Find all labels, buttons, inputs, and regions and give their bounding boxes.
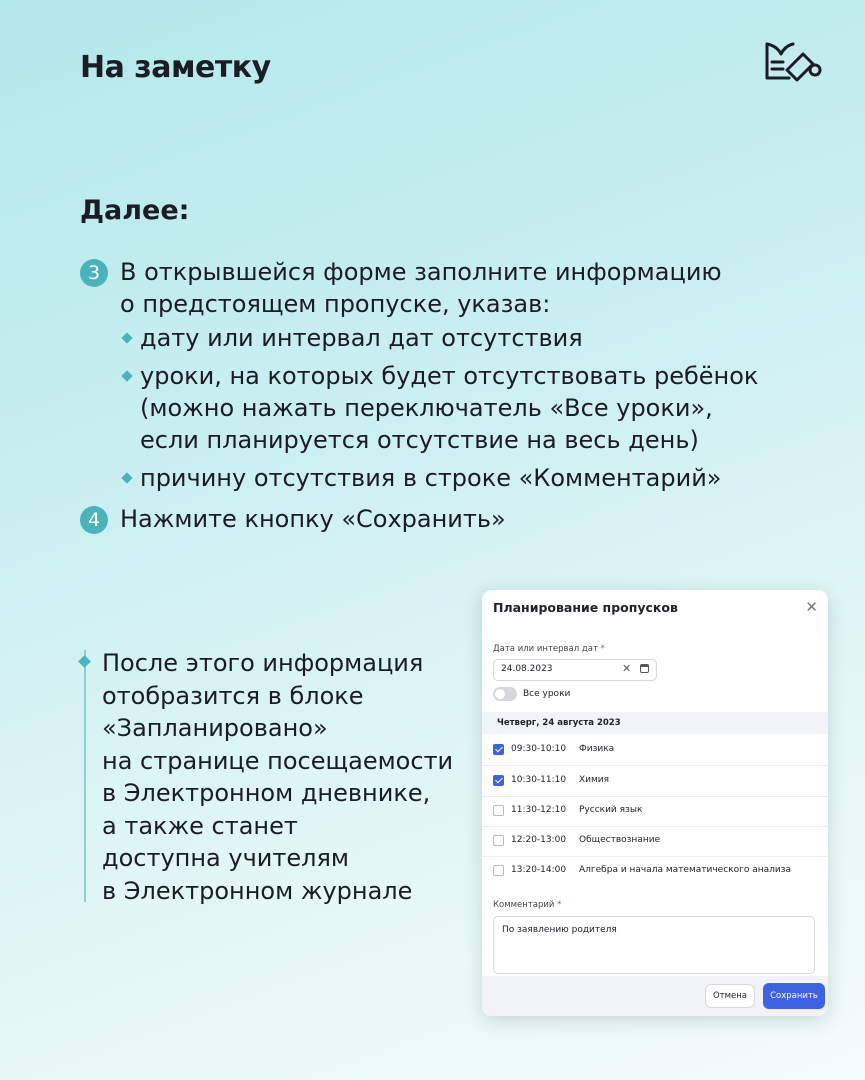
step-number: 3 xyxy=(80,259,108,287)
bullet-item: дату или интервал дат отсутствия xyxy=(120,322,758,354)
step-number: 4 xyxy=(80,506,108,534)
absence-planning-dialog xyxy=(482,590,828,1016)
dialog-footer xyxy=(482,976,828,1016)
lesson-subject: Физика xyxy=(579,744,615,754)
all-lessons-toggle[interactable] xyxy=(493,687,517,701)
lesson-checkbox[interactable] xyxy=(493,865,504,876)
close-icon[interactable]: ✕ xyxy=(805,598,818,616)
page-title: На заметку xyxy=(80,50,271,85)
lesson-time: 13:20-14:00 xyxy=(511,865,567,875)
lesson-row[interactable] xyxy=(482,856,828,886)
lesson-subject: Алгебра и начала математического анализа xyxy=(579,865,792,875)
save-button[interactable]: Сохранить xyxy=(763,983,825,1009)
bullet-continuation: если планируется отсутствие на весь день) xyxy=(140,426,699,454)
lesson-row[interactable] xyxy=(482,826,828,857)
lesson-checkbox[interactable] xyxy=(493,805,504,816)
note-block xyxy=(84,649,466,905)
lesson-checkbox[interactable] xyxy=(493,744,504,755)
lesson-row[interactable] xyxy=(482,735,828,766)
step-text-line: о предстоящем пропуске, указав: xyxy=(120,290,551,318)
day-header xyxy=(482,712,828,734)
bullet-item xyxy=(120,360,758,392)
journal-pen-logo-icon xyxy=(763,40,823,82)
bullet-text: уроки, на которых будет отсутствовать ребёнок xyxy=(140,362,759,390)
bullet-continuation: (можно нажать переключатель «Все уроки», xyxy=(140,394,713,422)
bullet-item: причину отсутствия в строке «Комментарий» xyxy=(120,462,758,494)
note-text: После этого информация отобразится в блоке «Запланировано» на странице посещаемости в Электронном дневнике, а также станет доступна учителям в Электронном журнале xyxy=(102,649,454,905)
day-header-text: Четверг, 24 августа 2023 xyxy=(497,718,621,728)
lesson-time: 11:30-12:10 xyxy=(511,805,567,815)
lesson-checkbox[interactable] xyxy=(493,775,504,786)
lesson-subject: Русский язык xyxy=(579,805,643,815)
lesson-row[interactable] xyxy=(482,796,828,827)
diamond-icon xyxy=(78,655,91,668)
lesson-time: 10:30-11:10 xyxy=(511,775,567,785)
clear-icon[interactable]: ✕ xyxy=(622,662,632,675)
lesson-row[interactable] xyxy=(482,766,828,797)
lesson-time: 09:30-10:10 xyxy=(511,744,567,754)
calendar-icon[interactable] xyxy=(640,664,649,673)
lesson-checkbox[interactable] xyxy=(493,835,504,846)
all-lessons-label: Все уроки xyxy=(523,689,571,699)
lesson-time: 12:20-13:00 xyxy=(511,835,567,845)
section-heading: Далее: xyxy=(80,195,190,226)
lesson-subject: Химия xyxy=(579,775,610,785)
comment-label: Комментарий * xyxy=(493,900,562,910)
date-input[interactable] xyxy=(493,659,657,681)
dialog-title: Планирование пропусков xyxy=(493,600,678,615)
step-text-line: В открывшейся форме заполните информацию xyxy=(120,258,722,286)
cancel-button[interactable]: Отмена xyxy=(705,984,755,1008)
step-3-bullets xyxy=(120,322,758,500)
date-label: Дата или интервал дат * xyxy=(493,644,605,654)
comment-field[interactable] xyxy=(493,916,815,974)
date-value: 24.08.2023 xyxy=(501,664,553,674)
lesson-subject: Обществознание xyxy=(579,835,661,845)
comment-value: По заявлению родителя xyxy=(502,925,617,935)
step-text-line: Нажмите кнопку «Сохранить» xyxy=(120,505,506,533)
